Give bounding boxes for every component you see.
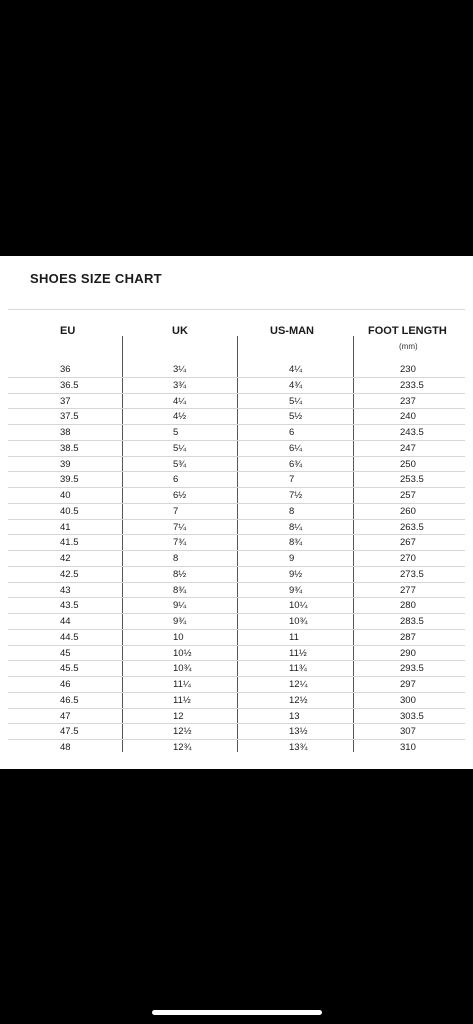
header-uk: UK bbox=[172, 325, 188, 337]
foot-length-cell: 280 bbox=[400, 600, 416, 612]
foot-length-cell: 270 bbox=[400, 553, 416, 564]
foot-length-cell: 257 bbox=[400, 490, 416, 501]
us-man-cell: 8 bbox=[289, 505, 295, 517]
eu-cell: 43 bbox=[60, 584, 71, 596]
foot-length-cell: 260 bbox=[400, 505, 416, 517]
foot-length-cell: 293.5 bbox=[400, 663, 424, 675]
foot-length-cell: 303.5 bbox=[400, 710, 424, 722]
us-man-cell: 9¾ bbox=[289, 584, 303, 596]
uk-cell: 10 bbox=[173, 631, 184, 643]
us-man-cell: 4¾ bbox=[289, 379, 303, 391]
uk-cell: 11¼ bbox=[173, 679, 191, 690]
us-man-cell: 8¾ bbox=[289, 537, 303, 549]
foot-length-cell: 307 bbox=[400, 726, 416, 738]
table-row bbox=[8, 551, 465, 567]
uk-cell: 7¼ bbox=[173, 521, 187, 533]
uk-cell: 3¾ bbox=[173, 379, 187, 391]
eu-cell: 45.5 bbox=[60, 663, 79, 675]
foot-length-cell: 233.5 bbox=[400, 379, 424, 391]
foot-length-cell: 273.5 bbox=[400, 568, 424, 580]
uk-cell: 8 bbox=[173, 553, 179, 564]
size-table-body bbox=[8, 362, 465, 756]
us-man-cell: 8¼ bbox=[289, 521, 303, 533]
table-row bbox=[8, 362, 465, 378]
eu-cell: 43.5 bbox=[60, 600, 79, 612]
table-row bbox=[8, 630, 465, 646]
eu-cell: 41 bbox=[60, 521, 71, 533]
eu-cell: 37.5 bbox=[60, 411, 79, 423]
uk-cell: 3¼ bbox=[173, 364, 187, 375]
eu-cell: 36.5 bbox=[60, 379, 79, 391]
eu-cell: 39 bbox=[60, 458, 71, 470]
uk-cell: 4½ bbox=[173, 411, 187, 423]
eu-cell: 41.5 bbox=[60, 537, 79, 549]
us-man-cell: 5½ bbox=[289, 411, 303, 423]
us-man-cell: 10¾ bbox=[289, 616, 308, 627]
table-row bbox=[8, 724, 465, 740]
table-row bbox=[8, 567, 465, 583]
foot-length-cell: 267 bbox=[400, 537, 416, 549]
header-foot-length-unit: (mm) bbox=[399, 342, 418, 351]
foot-length-cell: 250 bbox=[400, 458, 416, 470]
foot-length-cell: 277 bbox=[400, 584, 416, 596]
uk-cell: 5¾ bbox=[173, 458, 187, 470]
table-row bbox=[8, 520, 465, 536]
eu-cell: 46 bbox=[60, 679, 71, 690]
eu-cell: 40 bbox=[60, 490, 71, 501]
us-man-cell: 12¼ bbox=[289, 679, 308, 690]
us-man-cell: 11½ bbox=[289, 647, 307, 659]
uk-cell: 12 bbox=[173, 710, 184, 722]
header-eu: EU bbox=[60, 325, 76, 337]
table-row bbox=[8, 457, 465, 473]
foot-length-cell: 230 bbox=[400, 364, 416, 375]
us-man-cell: 6¼ bbox=[289, 442, 303, 454]
eu-cell: 47.5 bbox=[60, 726, 79, 738]
table-row bbox=[8, 441, 465, 457]
table-row bbox=[8, 709, 465, 725]
eu-cell: 44 bbox=[60, 616, 71, 627]
us-man-cell: 7½ bbox=[289, 490, 303, 501]
eu-cell: 37 bbox=[60, 395, 71, 407]
us-man-cell: 9 bbox=[289, 553, 295, 564]
uk-cell: 4¼ bbox=[173, 395, 187, 407]
eu-cell: 44.5 bbox=[60, 631, 79, 643]
foot-length-cell: 243.5 bbox=[400, 427, 424, 438]
eu-cell: 46.5 bbox=[60, 694, 79, 706]
table-row bbox=[8, 535, 465, 551]
size-chart-card bbox=[0, 256, 473, 769]
table-row bbox=[8, 583, 465, 599]
foot-length-cell: 300 bbox=[400, 694, 416, 706]
foot-length-cell: 247 bbox=[400, 442, 416, 454]
foot-length-cell: 263.5 bbox=[400, 521, 424, 533]
table-row bbox=[8, 740, 465, 756]
uk-cell: 9¾ bbox=[173, 616, 187, 627]
us-man-cell: 11¾ bbox=[289, 663, 307, 675]
uk-cell: 5 bbox=[173, 427, 179, 438]
home-indicator[interactable] bbox=[152, 1010, 322, 1015]
header-foot-length: FOOT LENGTH bbox=[368, 325, 447, 337]
table-row bbox=[8, 472, 465, 488]
eu-cell: 38 bbox=[60, 427, 71, 438]
uk-cell: 7 bbox=[173, 505, 179, 517]
foot-length-cell: 240 bbox=[400, 411, 416, 423]
uk-cell: 8¾ bbox=[173, 584, 187, 596]
title-divider bbox=[8, 309, 465, 310]
table-row bbox=[8, 425, 465, 441]
table-row bbox=[8, 378, 465, 394]
foot-length-cell: 297 bbox=[400, 679, 416, 690]
us-man-cell: 6¾ bbox=[289, 458, 303, 470]
uk-cell: 9¼ bbox=[173, 600, 187, 612]
us-man-cell: 9½ bbox=[289, 568, 303, 580]
uk-cell: 6 bbox=[173, 474, 179, 486]
uk-cell: 6½ bbox=[173, 490, 187, 501]
foot-length-cell: 310 bbox=[400, 742, 416, 753]
eu-cell: 42.5 bbox=[60, 568, 79, 580]
table-row bbox=[8, 693, 465, 709]
us-man-cell: 10¼ bbox=[289, 600, 308, 612]
eu-cell: 40.5 bbox=[60, 505, 79, 517]
us-man-cell: 11 bbox=[289, 631, 299, 643]
foot-length-cell: 283.5 bbox=[400, 616, 424, 627]
uk-cell: 8½ bbox=[173, 568, 187, 580]
chart-title: SHOES SIZE CHART bbox=[30, 271, 162, 286]
eu-cell: 42 bbox=[60, 553, 71, 564]
table-row bbox=[8, 504, 465, 520]
foot-length-cell: 237 bbox=[400, 395, 416, 407]
eu-cell: 39.5 bbox=[60, 474, 79, 486]
table-row bbox=[8, 394, 465, 410]
eu-cell: 38.5 bbox=[60, 442, 79, 454]
uk-cell: 7¾ bbox=[173, 537, 187, 549]
us-man-cell: 13¾ bbox=[289, 742, 308, 753]
us-man-cell: 13½ bbox=[289, 726, 308, 738]
eu-cell: 48 bbox=[60, 742, 71, 753]
uk-cell: 12½ bbox=[173, 726, 192, 738]
foot-length-cell: 287 bbox=[400, 631, 416, 643]
foot-length-cell: 290 bbox=[400, 647, 416, 659]
us-man-cell: 6 bbox=[289, 427, 295, 438]
us-man-cell: 7 bbox=[289, 474, 295, 486]
eu-cell: 45 bbox=[60, 647, 71, 659]
uk-cell: 12¾ bbox=[173, 742, 192, 753]
uk-cell: 11½ bbox=[173, 694, 191, 706]
foot-length-cell: 253.5 bbox=[400, 474, 424, 486]
uk-cell: 10¾ bbox=[173, 663, 192, 675]
us-man-cell: 13 bbox=[289, 710, 300, 722]
table-row bbox=[8, 614, 465, 630]
table-row bbox=[8, 661, 465, 677]
us-man-cell: 4¼ bbox=[289, 364, 303, 375]
us-man-cell: 12½ bbox=[289, 694, 308, 706]
table-row bbox=[8, 646, 465, 662]
eu-cell: 36 bbox=[60, 364, 71, 375]
table-row bbox=[8, 677, 465, 693]
uk-cell: 10½ bbox=[173, 647, 192, 659]
header-us-man: US-MAN bbox=[270, 325, 314, 337]
table-row bbox=[8, 488, 465, 504]
eu-cell: 47 bbox=[60, 710, 71, 722]
table-row bbox=[8, 409, 465, 425]
us-man-cell: 5¼ bbox=[289, 395, 303, 407]
table-row bbox=[8, 598, 465, 614]
uk-cell: 5¼ bbox=[173, 442, 187, 454]
